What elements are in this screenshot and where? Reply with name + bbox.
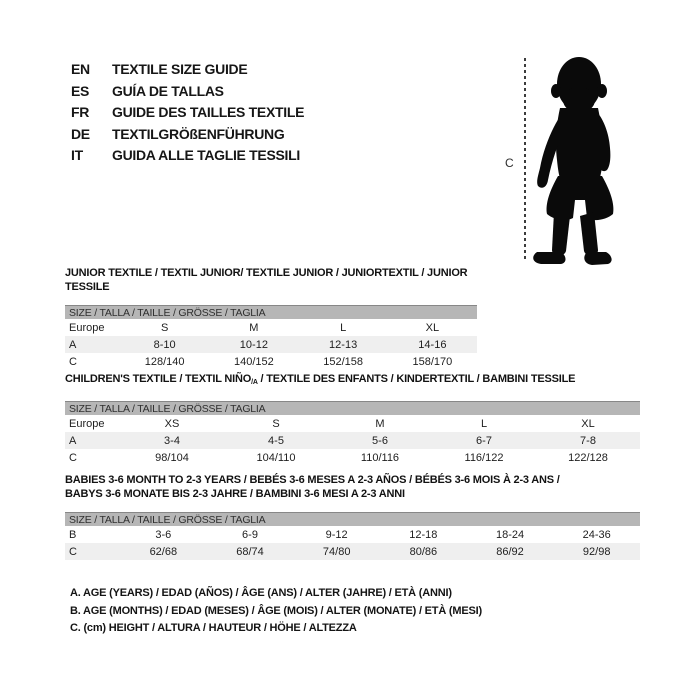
table-row	[65, 319, 477, 336]
table-title: BABIES 3-6 MONTH TO 2-3 YEARS / BEBÉS 3-6 MESES A 2-3 AÑOS / BÉBÉS 3-6 MOIS À 2-3 ANS / BABYS 3-6 MONATE BIS 2-3 JAHRE / BAMBINI 3-6 MESI A 2-3 ANNI	[65, 474, 560, 500]
table-row	[65, 449, 640, 466]
language-label: TEXTILGRÖßENFÜHRUNG	[112, 125, 285, 142]
childrens-textile-table	[65, 372, 640, 466]
size-cell: 98/104	[155, 451, 189, 464]
size-cell: 18-24	[495, 528, 525, 541]
size-cell: 6-9	[242, 528, 258, 541]
table-row	[65, 543, 640, 560]
language-label: GUÍA DE TALLAS	[112, 82, 224, 99]
junior-textile-table	[65, 266, 477, 370]
height-measure-dashed-line	[524, 58, 526, 261]
size-cell: 128/140	[144, 355, 185, 368]
size-cell: 24-36	[582, 528, 611, 541]
size-cell: 158/170	[412, 355, 453, 368]
size-cell: 92/98	[582, 545, 611, 558]
size-cell: 7-8	[580, 434, 596, 447]
table-row	[65, 432, 640, 449]
size-cell: 110/116	[360, 451, 400, 464]
size-cell: L	[340, 321, 347, 334]
language-row	[71, 102, 304, 124]
size-cell: 122/128	[568, 451, 608, 464]
size-cell: 12-18	[409, 528, 438, 541]
size-cell: L	[480, 417, 488, 430]
language-row	[71, 59, 304, 81]
size-cell: 152/158	[323, 355, 363, 368]
size-header-bar: SIZE / TALLA / TAILLE / GRÖSSE / TAGLIA	[65, 512, 640, 526]
size-header-bar: SIZE / TALLA / TAILLE / GRÖSSE / TAGLIA	[65, 305, 477, 319]
size-cell: 14-16	[418, 338, 447, 351]
language-guide	[71, 59, 304, 167]
size-cell: 68/74	[236, 545, 264, 558]
language-label: TEXTILE SIZE GUIDE	[112, 61, 248, 77]
size-cell: 62/68	[149, 545, 178, 558]
table-row	[65, 415, 640, 432]
language-row	[71, 145, 304, 167]
size-cell: 5-6	[372, 434, 388, 447]
size-cell: 3-4	[164, 434, 180, 447]
language-code: DE	[71, 125, 90, 142]
row-label: Europe	[69, 321, 105, 334]
size-cell: S	[160, 321, 169, 334]
babies-textile-table	[65, 473, 640, 560]
table-row	[65, 353, 477, 370]
language-code: FR	[71, 104, 90, 121]
table-title: JUNIOR TEXTILE / TEXTIL JUNIOR/ TEXTILE JUNIOR / JUNIORTEXTIL / JUNIOR TESSILE	[65, 267, 468, 293]
row-label: B	[69, 528, 77, 541]
language-label: GUIDE DES TAILLES TEXTILE	[112, 104, 305, 121]
size-cell: XL	[425, 321, 440, 334]
row-label: C	[69, 355, 77, 368]
size-cell: 74/80	[322, 545, 351, 558]
baby-silhouette-icon	[529, 54, 621, 266]
size-cell: 9-12	[325, 528, 348, 541]
size-cell: XS	[164, 417, 180, 430]
language-code: EN	[71, 61, 90, 77]
size-header-bar: SIZE / TALLA / TAILLE / GRÖSSE / TAGLIA	[65, 401, 640, 415]
size-cell: XL	[581, 417, 595, 430]
footnote-c: C. (cm) HEIGHT / ALTURA / HAUTEUR / HÖHE / ALTEZZA	[70, 622, 357, 635]
size-cell: M	[249, 321, 259, 334]
size-cell: 140/152	[233, 355, 274, 368]
row-label: A	[69, 338, 77, 351]
table-row	[65, 336, 477, 353]
size-cell: 80/86	[409, 545, 438, 558]
row-label: C	[69, 545, 77, 558]
language-code: IT	[71, 147, 83, 164]
size-cell: 6-7	[476, 434, 492, 447]
size-cell: S	[272, 417, 280, 430]
size-cell: 3-6	[155, 528, 172, 541]
footnote-a: A. AGE (YEARS) / EDAD (AÑOS) / ÂGE (ANS) / ALTER (JAHRE) / ETÀ (ANNI)	[70, 587, 452, 599]
size-cell: 116/122	[464, 451, 504, 464]
table-row	[65, 526, 640, 543]
language-row	[71, 81, 304, 103]
language-row	[71, 124, 304, 146]
row-label: A	[69, 434, 77, 447]
language-code: ES	[71, 82, 90, 99]
size-cell: 104/110	[256, 451, 296, 464]
footnotes	[70, 585, 482, 638]
footnote-b: B. AGE (MONTHS) / EDAD (MESES) / ÂGE (MOIS) / ALTER (MONATE) / ETÀ (MESI)	[70, 604, 482, 617]
size-cell: 86/92	[496, 545, 524, 558]
height-measure-label: C	[505, 156, 514, 170]
row-label: C	[69, 451, 77, 464]
size-cell: M	[375, 417, 385, 430]
size-cell: 10-12	[239, 338, 268, 351]
size-cell: 4-5	[268, 434, 284, 447]
size-cell: 12-13	[329, 338, 358, 351]
language-label: GUIDA ALLE TAGLIE TESSILI	[112, 147, 300, 164]
table-title: CHILDREN'S TEXTILE / TEXTIL $NIÑO_{/A}$ / TEXTILE DES ENFANTS / KINDERTEXTIL / BAMBINI TESSILE	[65, 373, 576, 386]
row-label: Europe	[69, 417, 105, 430]
size-cell: 8-10	[153, 338, 176, 351]
